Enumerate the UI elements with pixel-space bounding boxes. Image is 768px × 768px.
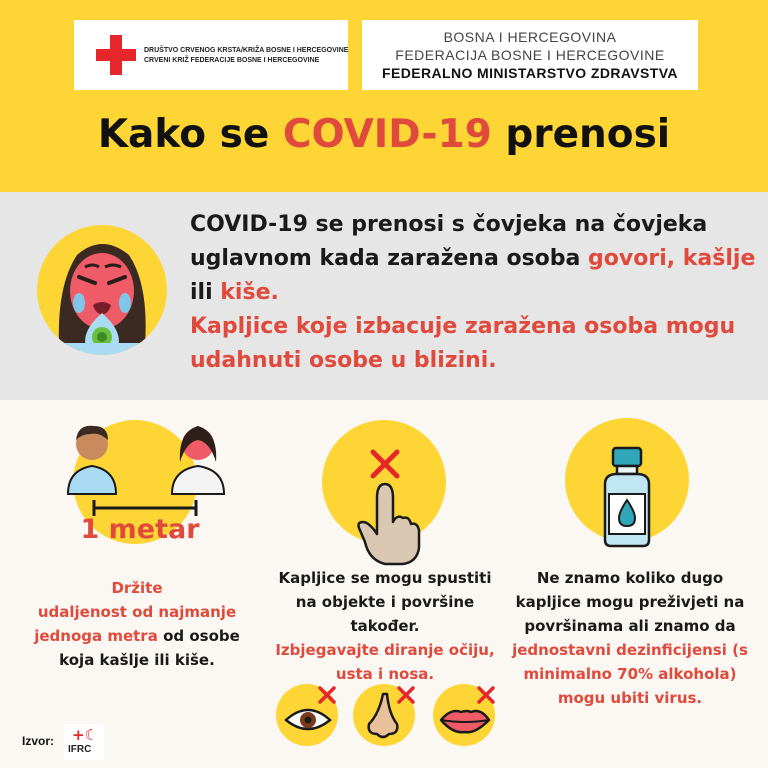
surfaces-text — [270, 566, 500, 686]
ifrc-logo — [64, 724, 104, 760]
title-suffix: prenosi — [491, 112, 671, 157]
disinfectant-bottle-icon — [595, 440, 659, 550]
disinfectant-text-black: Ne znamo koliko dugo kapljice mogu preživjeti na površinama ali znamo da — [515, 569, 745, 635]
red-cross-logo — [74, 20, 348, 90]
red-cross-logo-text — [144, 46, 348, 66]
ministry-line3: FEDERALNO MINISTARSTVO ZDRAVSTVA — [382, 65, 678, 81]
sneezing-person-illustration — [37, 225, 167, 355]
intro-mid: ili — [190, 280, 221, 305]
surfaces-text-red: Izbjegavajte diranje očiju, usta i nosa. — [275, 641, 495, 683]
intro-part1: COVID-19 se prenosi s čovjeka na čovjeka uglavnom kada zaražena osoba — [190, 212, 708, 271]
surfaces-text-black: Kapljice se mogu spustiti na objekte i površine također. — [278, 569, 492, 635]
eye-icon — [278, 684, 344, 748]
disinfectant-text-red: jednostavni dezinficijensi (s minimalno 70% alkohola) mogu ubiti virus. — [512, 641, 748, 707]
intro-word-kise: kiše. — [220, 280, 279, 305]
mouth-icon — [435, 684, 501, 748]
ministry-logo-text — [362, 28, 698, 82]
intro-text — [190, 208, 760, 378]
intro-line2: Kapljice koje izbacuje zaražena osoba mogu udahnuti osobe u blizini. — [190, 314, 736, 373]
distance-people-icon — [60, 418, 230, 518]
title-accent: COVID-19 — [282, 112, 492, 157]
red-cross-logo-line2: CRVENI KRIŽ FEDERACIJE BOSNE I HERCEGOVINE — [144, 57, 320, 64]
disinfectant-text — [510, 566, 750, 710]
distance-text — [22, 576, 252, 672]
title-prefix: Kako se — [97, 112, 283, 157]
intro-line1 — [190, 208, 760, 310]
ministry-logo — [362, 20, 698, 90]
ifrc-logo-text: IFRC — [68, 744, 92, 755]
distance-text-black: od osobe koja kašlje ili kiše. — [59, 627, 240, 669]
pointing-hand-icon — [345, 438, 435, 568]
red-cross-icon — [96, 35, 136, 75]
source-label: Izvor: — [22, 734, 55, 748]
intro-word-kaslje: kašlje — [682, 246, 756, 271]
ministry-line2: FEDERACIJA BOSNE I HERCEGOVINE — [395, 47, 665, 63]
sneezing-person-icon — [37, 225, 167, 355]
ministry-line1: BOSNA I HERCEGOVINA — [443, 29, 617, 45]
distance-text-red1: Držite — [111, 579, 163, 597]
page-title — [0, 112, 768, 157]
intro-word-govori: govori, — [588, 246, 676, 271]
red-cross-logo-line1: DRUŠTVO CRVENOG KRSTA/KRIŽA BOSNE I HERCEGOVINE — [144, 47, 349, 54]
ifrc-cross-crescent-icon: +☾ — [72, 726, 99, 744]
distance-text-red2: udaljenost od najmanje jednoga metra — [34, 603, 237, 645]
nose-icon — [355, 684, 421, 748]
distance-label: 1 metar — [80, 514, 200, 545]
